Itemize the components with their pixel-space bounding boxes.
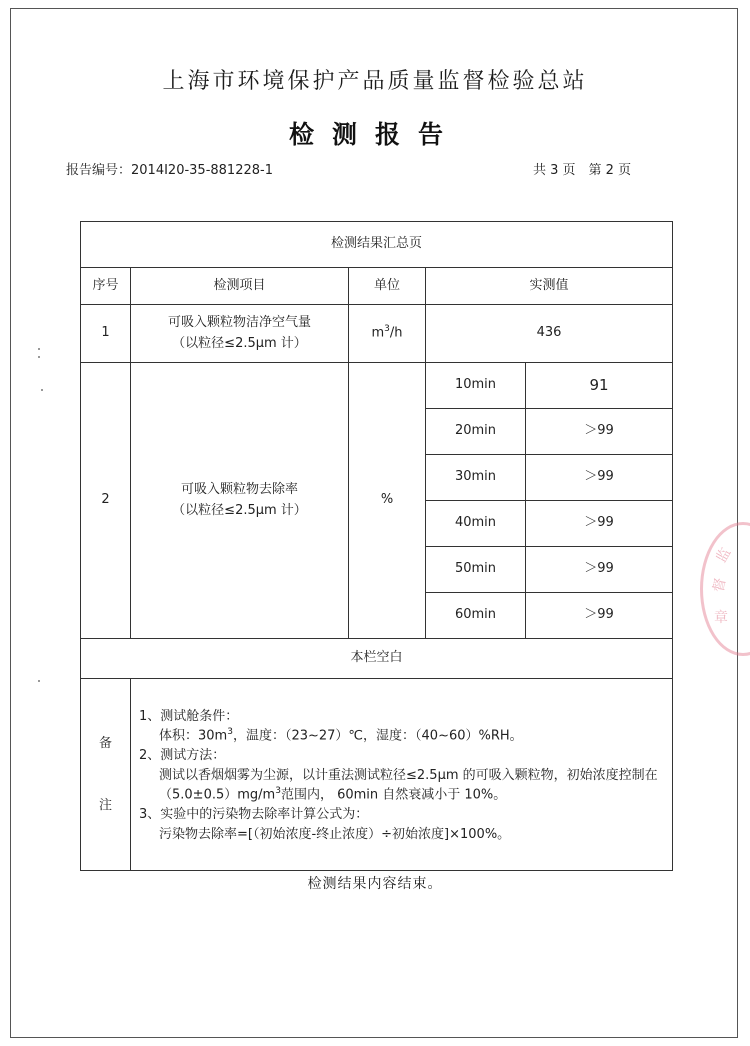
row1-no: 1 <box>81 305 131 363</box>
measurement-value: 91 <box>526 363 673 409</box>
stamp-char: 督 <box>710 576 730 594</box>
scan-speck <box>38 348 40 350</box>
measurement-time: 30min <box>426 455 526 501</box>
header-value: 实测值 <box>426 268 673 305</box>
measurement-time: 60min <box>426 593 526 639</box>
measurement-value: ＞99 <box>526 409 673 455</box>
blank-note: 本栏空白 <box>81 639 673 679</box>
header-item: 检测项目 <box>131 268 349 305</box>
note-3-title: 3、实验中的污染物去除率计算公式为： <box>139 807 369 823</box>
organization-title: 上海市环境保护产品质量监督检验总站 <box>162 69 588 94</box>
row1-item-line2: （以粒径≤2.5μm 计） <box>172 335 307 351</box>
row2-no: 2 <box>81 363 131 639</box>
page-info: 共 3 页 第 2 页 <box>533 163 632 178</box>
measurement-time: 40min <box>426 501 526 547</box>
scan-speck <box>38 356 40 358</box>
note-2-line2-sup: 3 <box>275 786 281 797</box>
note-2-line2-pre: （5.0±0.5）mg/m <box>159 787 276 803</box>
row2-item-line2: （以粒径≤2.5μm 计） <box>172 502 307 518</box>
note-2-line2-post: 范围内， 60min 自然衰减小于 10%。 <box>280 787 507 803</box>
header-no: 序号 <box>81 268 131 305</box>
stamp-char: 章 <box>714 610 728 626</box>
header-unit: 单位 <box>349 268 426 305</box>
row2-unit: % <box>349 363 426 639</box>
measurement-value: ＞99 <box>526 455 673 501</box>
remarks-label <box>81 679 131 871</box>
note-2-line2 <box>139 785 666 805</box>
row1-item <box>131 305 349 363</box>
scan-speck <box>38 680 40 682</box>
row1-unit-tail: /h <box>389 325 403 341</box>
row1-unit <box>349 305 426 363</box>
note-2-line1: 测试以香烟烟雾为尘源，以计重法测试粒径≤2.5μm 的可吸入颗粒物，初始浓度控制在 <box>159 767 658 783</box>
measurement-time: 20min <box>426 409 526 455</box>
row1-item-line1: 可吸入颗粒物洁净空气量 <box>167 315 311 331</box>
measurement-time: 10min <box>426 363 526 409</box>
measurement-value: ＞99 <box>526 593 673 639</box>
results-table <box>80 221 673 871</box>
note-1-sup: 3 <box>227 727 233 738</box>
remarks-content <box>131 679 673 871</box>
stamp-char: 监 <box>713 545 735 566</box>
measurement-value: ＞99 <box>526 547 673 593</box>
measurement-time: 50min <box>426 547 526 593</box>
note-1-body <box>139 726 666 746</box>
note-1-post: ，温度：（23~27）℃，湿度：（40~60）%RH。 <box>232 728 523 744</box>
row2-item-line1: 可吸入颗粒物去除率 <box>180 482 298 498</box>
report-number: 报告编号：2014I20-35-881228-1 <box>66 163 273 178</box>
report-title: 检测报告 <box>288 120 461 149</box>
note-3-formula: 污染物去除率=[（初始浓度-终止浓度）÷初始浓度]×100%。 <box>159 826 511 842</box>
remarks-label-top: 备 <box>98 735 112 751</box>
note-1-title: 1、测试舱条件： <box>139 708 239 724</box>
note-1-pre: 体积：30m <box>159 728 228 744</box>
row1-value: 436 <box>426 305 673 363</box>
row2-item <box>131 363 349 639</box>
remarks-label-bottom: 注 <box>98 798 112 814</box>
scan-speck <box>41 389 43 391</box>
end-of-results: 检测结果内容结束。 <box>307 876 443 892</box>
row1-unit-sup: 3 <box>384 324 390 335</box>
table-caption: 检测结果汇总页 <box>81 222 673 268</box>
row1-unit-base: m <box>371 325 385 341</box>
note-2-title: 2、测试方法： <box>139 748 226 764</box>
measurement-value: ＞99 <box>526 501 673 547</box>
